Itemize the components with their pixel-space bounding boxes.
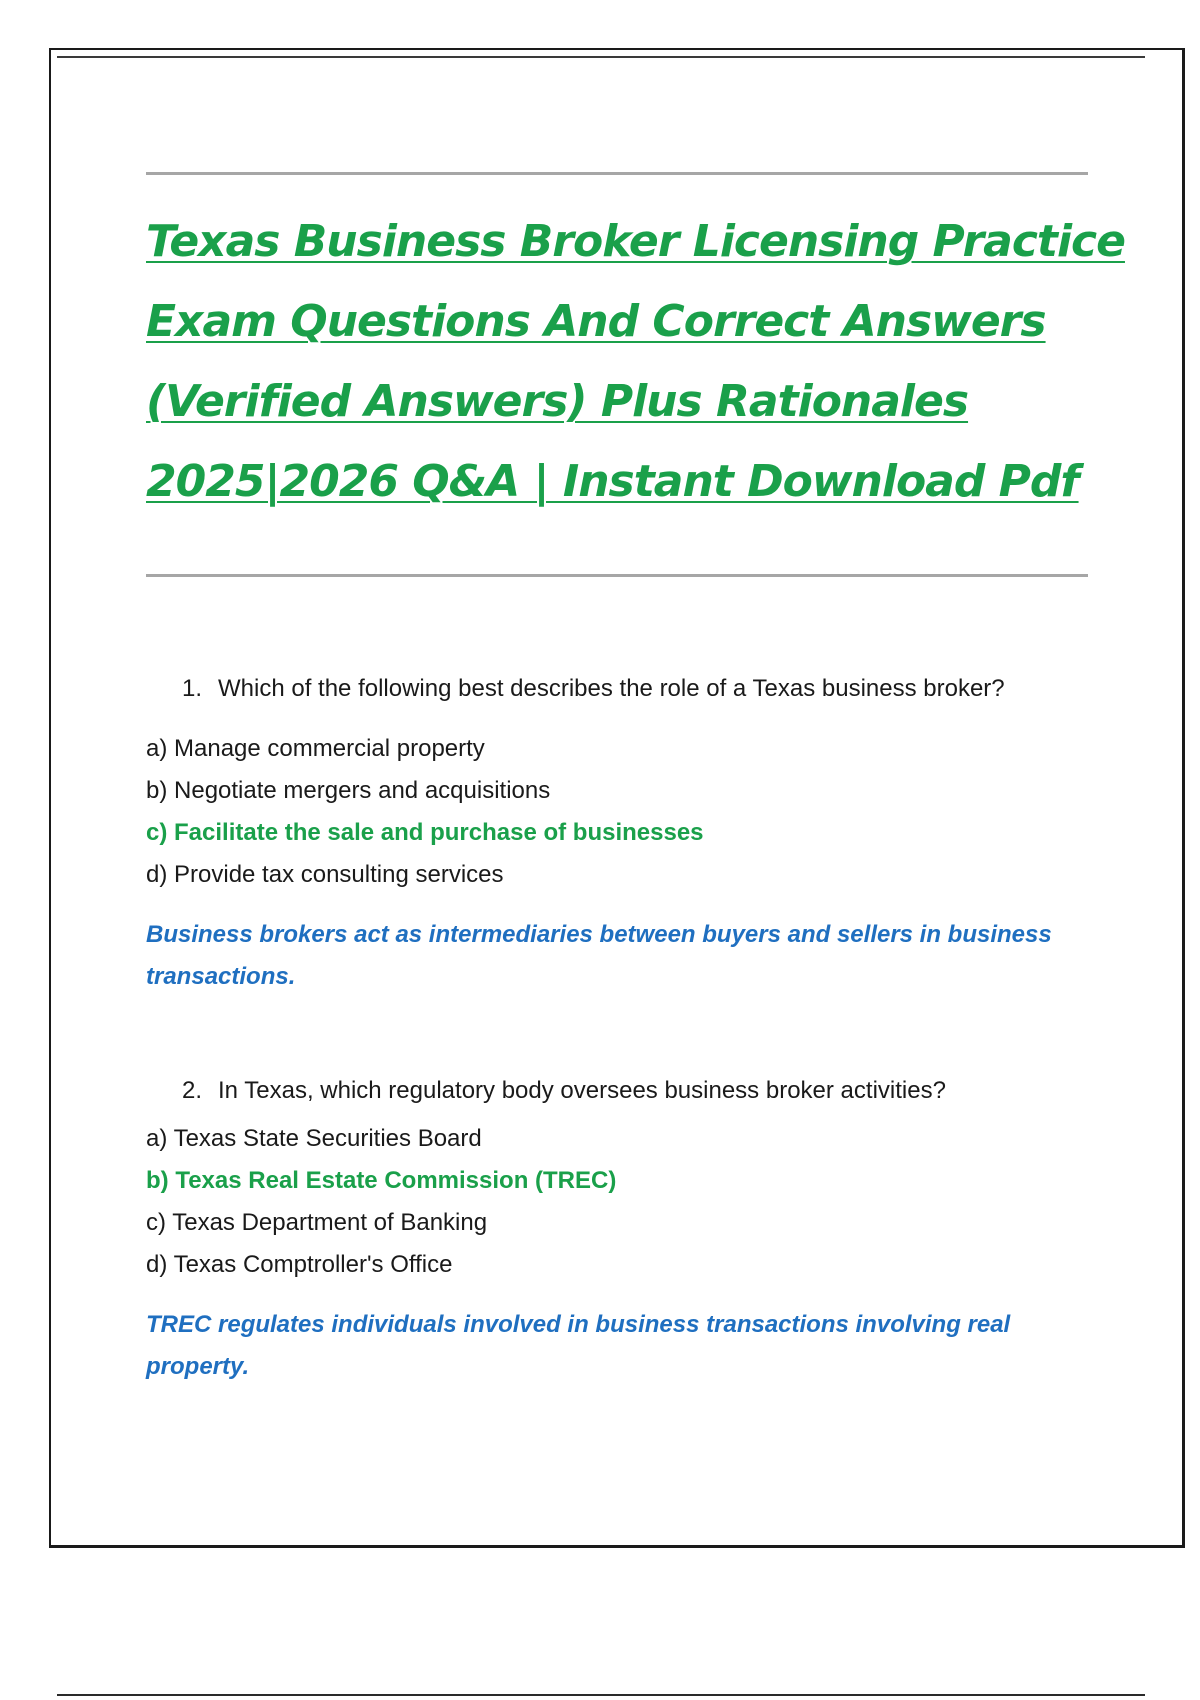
answer-options — [146, 1118, 1096, 1286]
title-line: (Verified Answers) Plus Rationales — [146, 376, 969, 427]
title-top-divider — [146, 172, 1088, 175]
title-bottom-divider — [146, 574, 1088, 577]
question-block-1 — [146, 668, 1096, 998]
answer-option-b-correct: b) Texas Real Estate Commission (TREC) — [146, 1167, 617, 1194]
question-2 — [146, 1070, 1096, 1112]
question-number: 2. — [182, 1077, 203, 1104]
question-1 — [146, 668, 1096, 710]
answer-options — [146, 728, 1096, 896]
answer-option-d: d) Provide tax consulting services — [146, 861, 504, 888]
answer-option-a: a) Manage commercial property — [146, 735, 485, 762]
answer-option-a: a) Texas State Securities Board — [146, 1125, 482, 1152]
document-title — [146, 202, 1125, 522]
page-top-rule — [57, 56, 1145, 58]
question-block-2 — [146, 1070, 1096, 1388]
title-line: Texas Business Broker Licensing Practice — [146, 216, 1125, 267]
title-line: Exam Questions And Correct Answers — [146, 296, 1046, 347]
answer-option-d: d) Texas Comptroller's Office — [146, 1251, 453, 1278]
title-line: 2025|2026 Q&A | Instant Download Pdf — [146, 456, 1079, 507]
answer-option-c: c) Texas Department of Banking — [146, 1209, 488, 1236]
answer-option-c-correct: c) Facilitate the sale and purchase of businesses — [146, 819, 704, 846]
question-text: In Texas, which regulatory body oversees business broker activities? — [218, 1077, 946, 1104]
next-page-top-rule — [57, 1694, 1145, 1696]
question-text: Which of the following best describes the role of a Texas business broker? — [218, 675, 1005, 702]
rationale: TREC regulates individuals involved in business transactions involving real property. — [146, 1311, 1011, 1380]
question-number: 1. — [182, 675, 203, 702]
answer-option-b: b) Negotiate mergers and acquisitions — [146, 777, 551, 804]
rationale: Business brokers act as intermediaries between buyers and sellers in business transactions. — [146, 921, 1052, 990]
